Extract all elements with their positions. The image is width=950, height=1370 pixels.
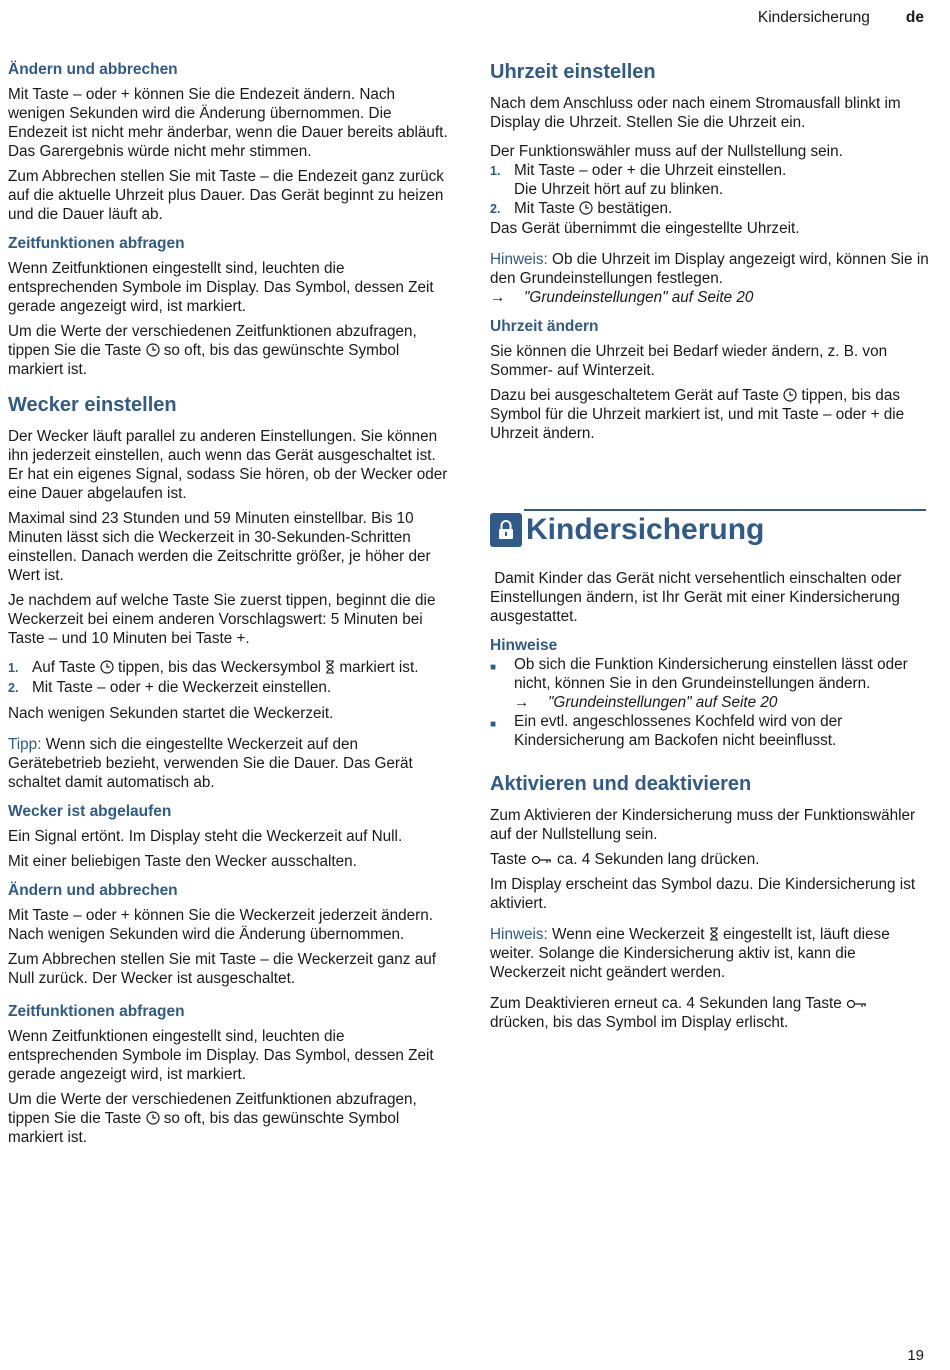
- clock-icon: [146, 1111, 160, 1125]
- paragraph: Nach wenigen Sekunden startet die Weckerzeit.: [8, 705, 334, 722]
- heading-uhrzeit-einstellen: Uhrzeit einstellen: [490, 61, 656, 83]
- paragraph: Das Gerät übernimmt die eingestellte Uhrzeit.: [490, 220, 800, 237]
- header-section: Kindersicherung: [757, 9, 870, 26]
- clock-icon: [783, 388, 797, 402]
- header-lang: de: [905, 9, 924, 26]
- paragraph: Zum Deaktivieren erneut ca. 4 Sekunden lang Taste drücken, bis das Symbol im Display erlischt.: [490, 994, 930, 1032]
- heading-uhrzeit-aendern: Uhrzeit ändern: [490, 318, 599, 335]
- paragraph: Sie können die Uhrzeit bei Bedarf wieder ändern, z. B. von Sommer- auf Winterzeit.: [490, 343, 888, 379]
- clock-icon: [100, 660, 114, 674]
- hint-paragraph: Hinweis: Ob die Uhrzeit im Display angezeigt wird, können Sie in den Grundeinstellungen festlegen.: [490, 251, 929, 287]
- paragraph: Nach dem Anschluss oder nach einem Stromausfall blinkt im Display die Uhrzeit. Stellen Sie die Uhrzeit ein.: [490, 95, 901, 131]
- step-item: 1. Mit Taste – oder + die Uhrzeit einstellen. Die Uhrzeit hört auf zu blinken.: [490, 162, 787, 198]
- steps-list: [490, 161, 930, 219]
- paragraph: Mit Taste – oder + können Sie die Endezeit ändern. Nach wenigen Sekunden wird die Änderung übernommen. Die Endezeit ist nicht mehr änderbar, wenn die Dauer bereits abläuft. Das Garergebnis würde nicht mehr stimmen.: [8, 86, 448, 160]
- list-item: ■ Ob sich die Funktion Kindersicherung einstellen lässt oder nicht, können Sie in den Grundeinstellungen ändern. → "Grundeinstellungen" auf Seite 20: [490, 656, 908, 711]
- step-item: 2. Mit Taste bestätigen.: [490, 200, 673, 217]
- paragraph: Zum Abbrechen stellen Sie mit Taste – die Endezeit ganz zurück auf die aktuelle Uhrzeit plus Dauer. Das Gerät beginnt zu heizen und die Dauer läuft ab.: [8, 168, 444, 223]
- step-item: 1. Auf Taste tippen, bis das Weckersymbol markiert ist.: [8, 659, 419, 676]
- right-column: [490, 60, 930, 1038]
- paragraph: Maximal sind 23 Stunden und 59 Minuten einstellbar. Bis 10 Minuten lässt sich die Weckerzeit in 30-Sekunden-Schritten einstellen. Danach werden die Zeitschritte größer, je höher der Wert ist.: [8, 510, 431, 584]
- paragraph: Mit einer beliebigen Taste den Wecker ausschalten.: [8, 853, 357, 870]
- paragraph: Zum Abbrechen stellen Sie mit Taste – die Weckerzeit ganz auf Null zurück. Der Wecker ist ausgeschaltet.: [8, 951, 436, 987]
- clock-icon: [579, 201, 593, 215]
- hint-paragraph: Hinweis: Wenn eine Weckerzeit eingestellt ist, läuft diese weiter. Solange die Kindersicherung aktiv ist, kann die Weckerzeit nicht geändert werden.: [490, 926, 890, 981]
- step-item: 2. Mit Taste – oder + die Weckerzeit einstellen.: [8, 679, 332, 696]
- title-rule: [524, 509, 926, 511]
- paragraph: Im Display erscheint das Symbol dazu. Die Kindersicherung ist aktiviert.: [490, 876, 916, 912]
- paragraph: Der Funktionswähler muss auf der Nullstellung sein.: [490, 143, 843, 160]
- paragraph: Taste ca. 4 Sekunden lang drücken.: [490, 851, 760, 868]
- paragraph: Zum Aktivieren der Kindersicherung muss der Funktionswähler auf der Nullstellung sein.: [490, 807, 916, 843]
- paragraph: Um die Werte der verschiedenen Zeitfunktionen abzufragen, tippen Sie die Taste so oft, bis das gewünschte Symbol markiert ist.: [8, 1091, 417, 1146]
- heading-zeitfunktionen-abfragen: Zeitfunktionen abfragen: [8, 235, 185, 252]
- left-column: [8, 60, 448, 1153]
- heading-aendern-weckerzeit: Ändern und abbrechen: [8, 882, 178, 899]
- page-number: 19: [907, 1347, 924, 1364]
- key-icon: [531, 854, 553, 866]
- heading-hinweise: Hinweise: [490, 637, 558, 654]
- list-item: ■ Ein evtl. angeschlossenes Kochfeld wird von der Kindersicherung am Backofen nicht beeinflusst.: [490, 713, 843, 749]
- key-icon: [846, 998, 868, 1010]
- paragraph: Wenn Zeitfunktionen eingestellt sind, leuchten die entsprechenden Symbole im Display. Das Symbol, dessen Zeit gerade angezeigt wird, ist markiert.: [8, 1028, 434, 1083]
- hourglass-icon: [709, 927, 719, 941]
- arrow-icon: →: [490, 289, 506, 306]
- heading-aendern-endezeit: Ändern und abbrechen: [8, 61, 178, 78]
- notes-list: [490, 655, 930, 750]
- paragraph: Je nachdem auf welche Taste Sie zuerst tippen, beginnt die die Weckerzeit bei einem anderen Vorschlagswert: 5 Minuten bei Taste – und 10 Minuten bei Taste +.: [8, 592, 436, 647]
- paragraph: Mit Taste – oder + können Sie die Weckerzeit jederzeit ändern. Nach wenigen Sekunden wird die Änderung übernommen.: [8, 907, 434, 943]
- steps-list: [8, 658, 448, 698]
- heading-aktivieren-deaktivieren: Aktivieren und deaktivieren: [490, 773, 752, 795]
- lock-icon: [490, 513, 522, 547]
- paragraph: Damit Kinder das Gerät nicht versehentlich einschalten oder Einstellungen ändern, ist Ihr Gerät mit einer Kindersicherung ausgestattet.: [490, 570, 906, 625]
- paragraph: Um die Werte der verschiedenen Zeitfunktionen abzufragen, tippen Sie die Taste so oft, bis das gewünschte Symbol markiert ist.: [8, 323, 417, 378]
- page-title: Kindersicherung: [526, 513, 765, 546]
- heading-zeitfunktionen-abfragen: Zeitfunktionen abfragen: [8, 1003, 185, 1020]
- paragraph: Dazu bei ausgeschaltetem Gerät auf Taste tippen, bis das Symbol für die Uhrzeit markiert ist, und mit Taste – oder + die Uhrzeit ändern.: [490, 387, 905, 442]
- arrow-icon: →: [514, 694, 530, 711]
- section-title-block: [490, 509, 930, 549]
- paragraph: Wenn Zeitfunktionen eingestellt sind, leuchten die entsprechenden Symbole im Display. Das Symbol, dessen Zeit gerade angezeigt wird, ist markiert.: [8, 260, 434, 315]
- paragraph: Ein Signal ertönt. Im Display steht die Weckerzeit auf Null.: [8, 828, 403, 845]
- heading-wecker-abgelaufen: Wecker ist abgelaufen: [8, 803, 172, 820]
- clock-icon: [146, 343, 160, 357]
- cross-reference: → "Grundeinstellungen" auf Seite 20: [490, 289, 754, 306]
- paragraph: Der Wecker läuft parallel zu anderen Einstellungen. Sie können ihn jederzeit einstellen, auch wenn das Gerät ausgeschaltet ist. Er hat ein eigenes Signal, sodass Sie hören, ob der Wecker oder eine Dauer abgelaufen ist.: [8, 428, 448, 502]
- tip-paragraph: Tipp: Wenn sich die eingestellte Weckerzeit auf den Gerätebetrieb bezieht, verwenden Sie die Dauer. Das Gerät schaltet damit automatisch ab.: [8, 736, 413, 791]
- hourglass-icon: [325, 660, 335, 674]
- heading-wecker-einstellen: Wecker einstellen: [8, 394, 177, 416]
- page-header: [758, 9, 924, 27]
